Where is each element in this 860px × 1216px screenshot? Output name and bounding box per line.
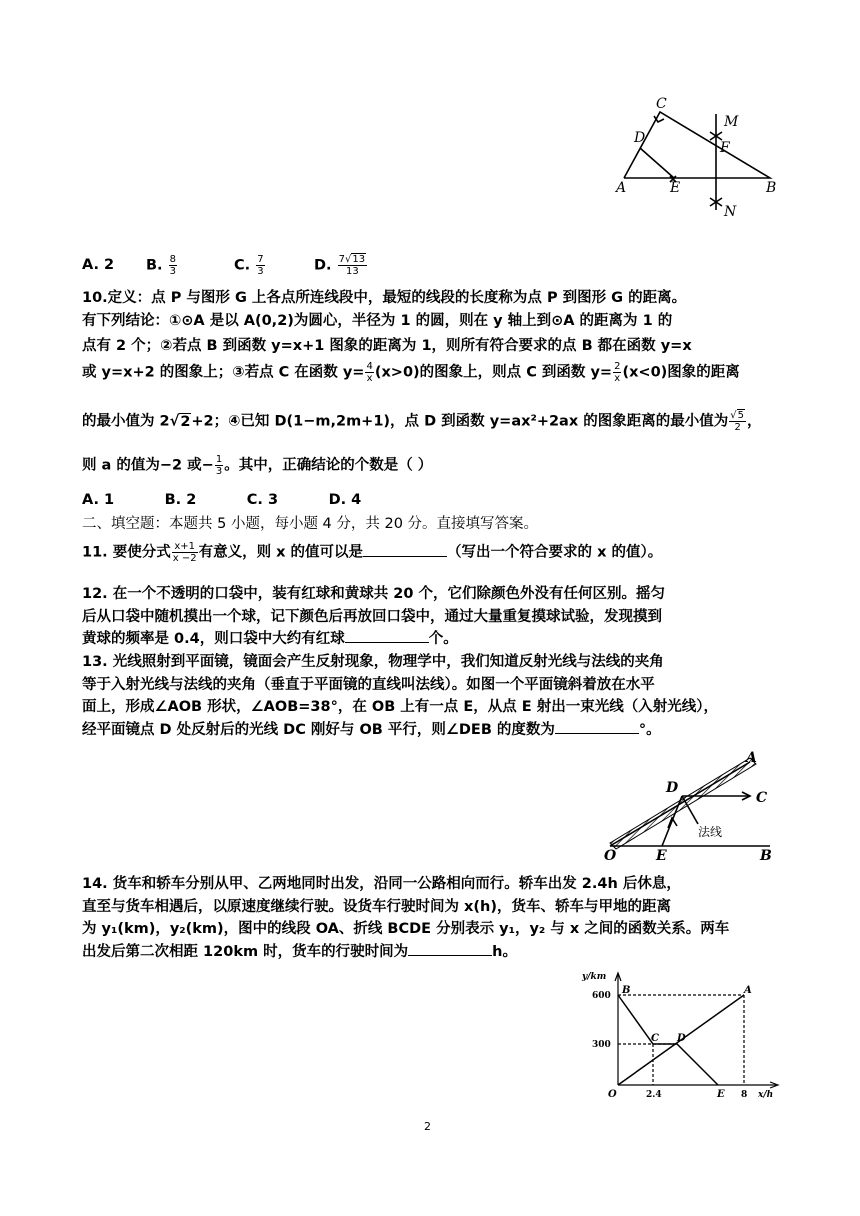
triangle-abc	[624, 112, 770, 178]
q9-option-c: C. $\frac{7}{3}$	[234, 254, 264, 277]
label-b: B	[766, 180, 777, 196]
q11-answer-blank[interactable]	[363, 542, 447, 557]
section-2-heading: 二、填空题：本题共 5 小题，每小题 4 分，共 20 分。直接填写答案。	[82, 516, 539, 532]
x-tick-2-4: 2.4	[646, 1090, 662, 1100]
incident-ray-ed	[662, 796, 682, 846]
x-axis-label: x/h	[758, 1090, 774, 1100]
q9-option-b: B. $\frac{8}{3}$	[146, 254, 176, 277]
label-c: C	[756, 790, 768, 806]
q12-line-2: 后从口袋中随机摸出一个球，记下颜色后再放回口袋中，通过大量重复摸球试验，发现摸到	[82, 609, 662, 625]
mirror-oa	[610, 762, 750, 846]
q13-line-3: 面上，形成∠AOB 形状，∠AOB=38°，在 OB 上有一点 E，从点 E 射出一束光线（入射光线），	[82, 699, 719, 715]
label-e: E	[670, 180, 681, 196]
x-tick-8: 8	[741, 1090, 748, 1100]
q13-line-4: 经平面镜点 D 处反射后的光线 DC 刚好与 OB 平行，则∠DEB 的度数为 °。	[82, 719, 782, 741]
mirror-figure	[600, 748, 785, 863]
label-f: F	[720, 140, 730, 156]
label-m: M	[724, 114, 739, 130]
q10-options: A. 1 B. 2 C. 3 D. 4	[82, 492, 362, 508]
y-tick-600: 600	[592, 991, 611, 1001]
q14-line-4: 出发后第二次相距 120km 时，货车的行驶时间为 h。	[82, 941, 782, 963]
polyline-bcde	[618, 995, 718, 1085]
label-n: N	[724, 204, 737, 220]
y-axis-label: y/km	[582, 972, 607, 982]
q9-option-d: D. $\frac{7√13}{13}$	[314, 254, 366, 277]
q12-line-1: 12. 在一个不透明的口袋中，装有红球和黄球共 20 个，它们除颜色外没有任何区别。摇匀	[82, 586, 666, 602]
q14-line-3: 为 y₁(km)，y₂(km)，图中的线段 OA、折线 BCDE 分别表示 y₁，y₂ 与 x 之间的函数关系。两车	[82, 921, 730, 937]
q10-line-6: 则 a 的值为−2 或− $\frac{1}{3}$ 。其中，正确结论的个数是（ ）	[82, 454, 433, 477]
q11: 11. 要使分式 $\frac{x+1}{x -2}$ 有意义，则 x 的值可以是 （写出一个符合要求的 x 的值）。	[82, 541, 663, 564]
point-a: A	[744, 985, 752, 996]
q12-answer-blank[interactable]	[345, 628, 429, 643]
q13-answer-blank[interactable]	[555, 719, 639, 734]
point-e: E	[717, 1089, 725, 1100]
page-number: 2	[424, 1120, 431, 1133]
q10-line-4: 或 y=x+2 的图象上；③若点 C 在函数 y= $\frac{4}{x}$ (x>0)的图象上，则点 C 到函数 y= $\frac{2}{x}$ (x<0)图象的距离	[82, 361, 740, 384]
point-d: D	[677, 1033, 686, 1044]
q13-line-1: 13. 光线照射到平面镜，镜面会产生反射现象，物理学中，我们知道反射光线与法线的夹角	[82, 654, 664, 670]
q13-line-2: 等于入射光线与法线的夹角（垂直于平面镜的直线叫法线）。如图一个平面镜斜着放在水平	[82, 677, 655, 693]
label-e: E	[656, 848, 667, 863]
triangle-figure	[610, 92, 790, 222]
label-o: O	[604, 848, 617, 863]
point-b: B	[622, 985, 631, 996]
label-a: A	[746, 750, 757, 766]
y-tick-300: 300	[592, 1040, 611, 1050]
label-b: B	[760, 848, 772, 863]
q10-line-3: 点有 2 个；②若点 B 到函数 y=x+1 图象的距离为 1，则所有符合要求的点 B 都在函数 y=x	[82, 338, 692, 354]
point-c: C	[651, 1033, 659, 1044]
label-d: D	[666, 780, 679, 796]
q9-option-a: A. 2	[82, 257, 115, 273]
segment-de	[640, 148, 674, 178]
q12-line-3: 黄球的频率是 0.4，则口袋中大约有红球 个。	[82, 628, 782, 650]
distance-time-graph	[578, 965, 790, 1110]
label-a: A	[616, 180, 627, 196]
q14-answer-blank[interactable]	[408, 941, 492, 956]
label-origin: O	[608, 1089, 617, 1100]
q14-line-1: 14. 货车和轿车分别从甲、乙两地同时出发，沿同一公路相向而行。轿车出发 2.4h 后休息，	[82, 876, 681, 892]
q10-line-5: 的最小值为 2√2+2；④已知 D(1−m,2m+1)，点 D 到函数 y=ax²+2ax 的图象距离的最小值为 $\frac{√5}{2}$ ，	[82, 410, 762, 433]
q10-line-1: 10.定义：点 P 与图形 G 上各点所连线段中，最短的线段的长度称为点 P 到图形 G 的距离。	[82, 290, 687, 306]
q14-line-2: 直至与货车相遇后，以原速度继续行驶。设货车行驶时间为 x(h)，货车、轿车与甲地的距离	[82, 899, 671, 915]
label-d: D	[634, 130, 646, 146]
label-c: C	[656, 96, 667, 112]
label-normal: 法线	[698, 825, 723, 839]
q10-line-2: 有下列结论：①⊙A 是以 A(0,2)为圆心，半径为 1 的圆，则在 y 轴上到⊙A 的距离为 1 的	[82, 313, 673, 329]
